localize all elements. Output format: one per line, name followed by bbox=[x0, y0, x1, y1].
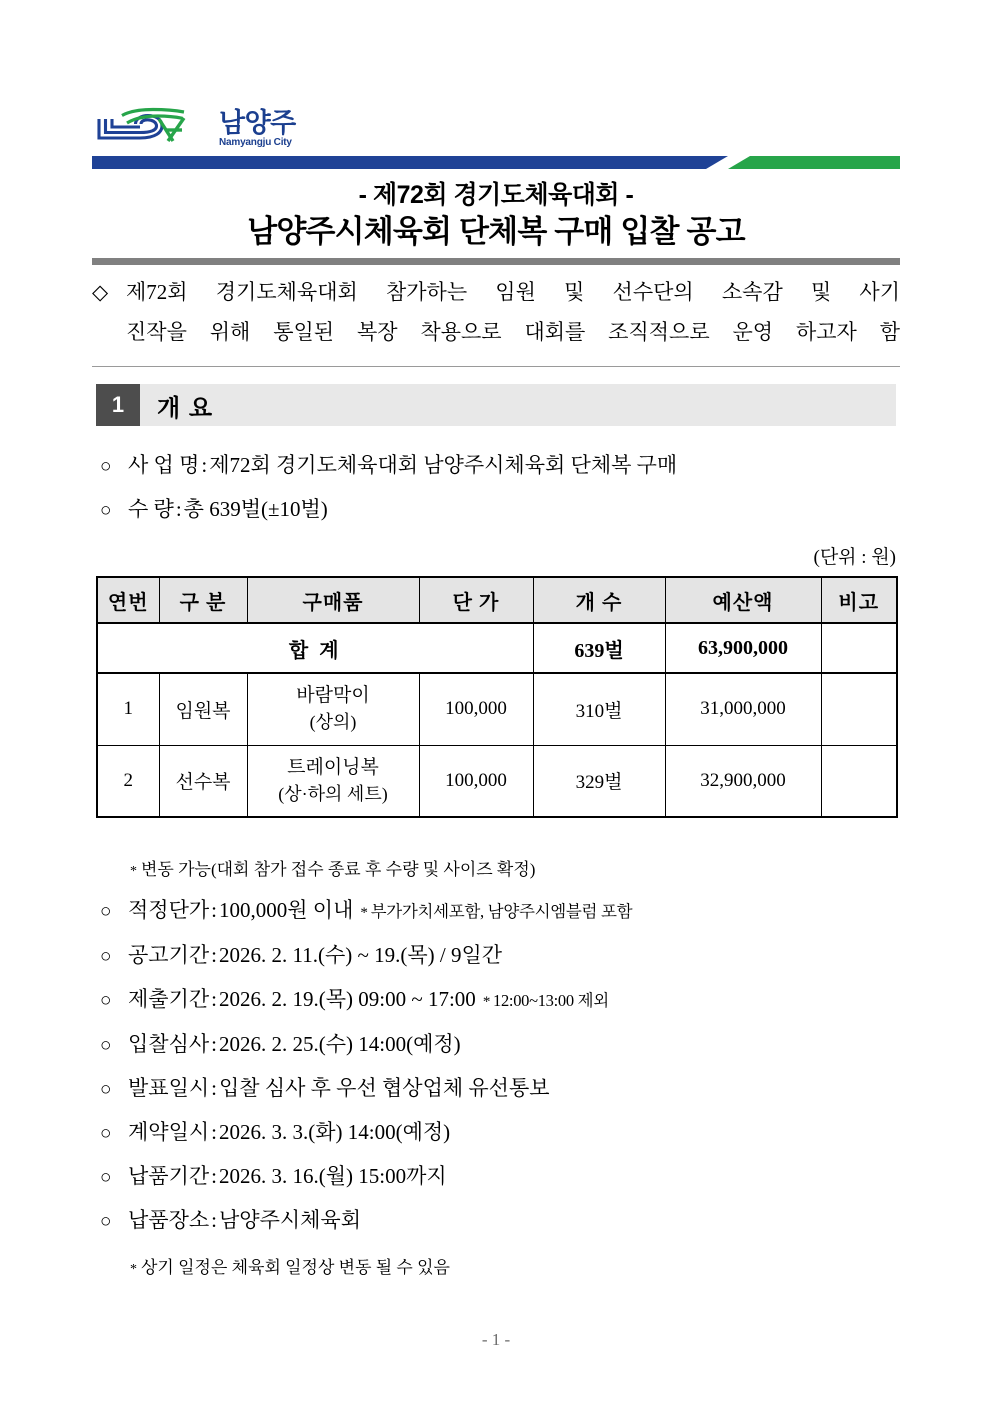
table-footnote bbox=[100, 853, 920, 889]
intro-line-2: 진작을 위해 통일된 복장 착용으로 대회를 조직적으로 운영 하고자 함 bbox=[126, 320, 900, 344]
list-item-separator: : bbox=[211, 1032, 217, 1056]
list-item-value: 100,000원 이내 bbox=[219, 898, 354, 922]
intro-block bbox=[92, 272, 900, 367]
table-row bbox=[97, 745, 897, 817]
table-header-cell: 연번 bbox=[97, 577, 159, 623]
section-header-overview bbox=[96, 384, 896, 426]
list-item-label: 납품장소 bbox=[128, 1208, 210, 1232]
budget-table bbox=[96, 576, 898, 818]
section-number-badge: 1 bbox=[96, 384, 140, 426]
page-number: - 1 - bbox=[481, 1330, 511, 1349]
list-item-value: 2026. 3. 16.(월) 15:00까지 bbox=[219, 1164, 447, 1188]
section-title-label: 개 요 bbox=[140, 384, 896, 426]
total-label-cell: 합 계 bbox=[97, 623, 533, 673]
list-item-value: 2026. 2. 25.(수) 14:00(예정) bbox=[219, 1032, 461, 1056]
list-item-separator: : bbox=[201, 453, 208, 477]
row-budget-cell: 32,900,000 bbox=[665, 745, 821, 817]
row-no-cell: 2 bbox=[97, 745, 159, 817]
table-header-cell: 구 분 bbox=[159, 577, 247, 623]
row-item-cell bbox=[247, 673, 419, 745]
list-item-value: 2026. 2. 11.(수) ~ 19.(목) / 9일간 bbox=[219, 943, 503, 967]
namyangju-city-logo bbox=[96, 103, 296, 151]
logo-name-kr: 남양주 bbox=[219, 108, 296, 138]
list-item bbox=[100, 978, 920, 1023]
list-item-value: 총 639벌(±10벌) bbox=[183, 497, 328, 521]
circle-bullet-icon: ○ bbox=[100, 1079, 112, 1100]
page-title bbox=[92, 169, 900, 256]
list-item bbox=[100, 1023, 920, 1067]
banner-bar-green bbox=[728, 156, 900, 169]
circle-bullet-icon: ○ bbox=[100, 946, 112, 967]
asterisk-icon: * bbox=[360, 905, 368, 921]
row-unit-price-cell: 100,000 bbox=[419, 673, 533, 745]
total-count-cell: 639벌 bbox=[533, 623, 665, 673]
list-item-label: 계약일시 bbox=[128, 1120, 210, 1144]
circle-bullet-icon: ○ bbox=[100, 1211, 112, 1232]
list-item bbox=[100, 1155, 920, 1199]
row-unit-price-cell: 100,000 bbox=[419, 745, 533, 817]
list-item-value: 2026. 2. 19.(목) 09:00 ~ 17:00 bbox=[219, 987, 476, 1011]
row-remark-cell bbox=[821, 745, 897, 817]
banner-color-bars bbox=[92, 156, 900, 169]
row-item-sub: (상·하의 세트) bbox=[278, 783, 388, 804]
logo-name-en: Namyangju City bbox=[219, 137, 292, 148]
circle-bullet-icon: ○ bbox=[100, 990, 112, 1011]
table-header-cell: 개 수 bbox=[533, 577, 665, 623]
table-header-cell: 단 가 bbox=[419, 577, 533, 623]
table-header-cell: 예산액 bbox=[665, 577, 821, 623]
circle-bullet-icon: ○ bbox=[100, 1123, 112, 1144]
budget-table-wrapper bbox=[96, 576, 896, 818]
circle-bullet-icon: ○ bbox=[100, 1167, 112, 1188]
list-item bbox=[100, 488, 920, 532]
details-list bbox=[100, 853, 920, 1287]
asterisk-icon: * bbox=[130, 864, 137, 879]
asterisk-icon: * bbox=[482, 994, 491, 1010]
total-remark-cell bbox=[821, 623, 897, 673]
list-item bbox=[100, 1067, 920, 1111]
title-banner bbox=[92, 156, 900, 265]
row-item-sub: (상의) bbox=[309, 712, 357, 733]
schedule-footnote bbox=[100, 1251, 920, 1287]
asterisk-icon: * bbox=[130, 1262, 137, 1277]
list-item-value: 남양주시체육회 bbox=[219, 1208, 362, 1232]
logo-wordmark bbox=[219, 109, 296, 151]
list-item-label: 사 업 명 bbox=[128, 453, 200, 477]
row-count-cell: 310벌 bbox=[533, 673, 665, 745]
circle-bullet-icon: ○ bbox=[100, 1035, 112, 1056]
page-title-line2: 남양주시체육회 단체복 구매 입찰 공고 bbox=[247, 214, 745, 249]
list-item bbox=[100, 444, 920, 488]
total-budget-cell: 63,900,000 bbox=[665, 623, 821, 673]
banner-bar-blue bbox=[92, 156, 728, 169]
list-item-separator: : bbox=[211, 1076, 217, 1100]
list-item-label: 제출기간 bbox=[128, 987, 210, 1011]
list-item-separator: : bbox=[211, 898, 217, 922]
circle-bullet-icon: ○ bbox=[100, 456, 112, 477]
row-budget-cell: 31,000,000 bbox=[665, 673, 821, 745]
list-item-label: 수 량 bbox=[128, 497, 174, 521]
list-item-label: 공고기간 bbox=[128, 943, 210, 967]
list-item-value: 입찰 심사 후 우선 협상업체 유선통보 bbox=[219, 1076, 550, 1100]
row-category-cell: 선수복 bbox=[159, 745, 247, 817]
schedule-footnote-text: 상기 일정은 체육회 일정상 변동 될 수 있음 bbox=[141, 1258, 450, 1277]
table-header-cell: 비고 bbox=[821, 577, 897, 623]
table-total-row bbox=[97, 623, 897, 673]
list-item-note: 부가가치세포함, 남양주시엠블럼 포함 bbox=[370, 902, 633, 921]
row-item-name: 바람막이 bbox=[296, 685, 370, 707]
logo-mark-icon bbox=[96, 105, 214, 151]
list-item-separator: : bbox=[211, 1120, 217, 1144]
table-row bbox=[97, 673, 897, 745]
list-item-note: 12:00~13:00 제외 bbox=[493, 991, 609, 1010]
list-item-label: 발표일시 bbox=[128, 1076, 210, 1100]
row-count-cell: 329벌 bbox=[533, 745, 665, 817]
list-item bbox=[100, 1111, 920, 1155]
list-item-separator: : bbox=[211, 1164, 217, 1188]
table-header-cell: 구매품 bbox=[247, 577, 419, 623]
diamond-bullet-icon: ◇ bbox=[92, 280, 109, 304]
table-header-row bbox=[97, 577, 897, 623]
banner-bottom-rule bbox=[92, 258, 900, 265]
list-item-separator: : bbox=[211, 1208, 217, 1232]
list-item bbox=[100, 934, 920, 978]
circle-bullet-icon: ○ bbox=[100, 500, 112, 521]
list-item-separator: : bbox=[211, 987, 217, 1011]
table-unit-label: (단위 : 원) bbox=[813, 547, 896, 568]
list-item-label: 입찰심사 bbox=[128, 1032, 210, 1056]
list-item-label: 적정단가 bbox=[128, 898, 210, 922]
list-item-value: 2026. 3. 3.(화) 14:00(예정) bbox=[219, 1120, 451, 1144]
list-item-separator: : bbox=[211, 943, 217, 967]
intro-text bbox=[126, 272, 900, 352]
row-remark-cell bbox=[821, 673, 897, 745]
list-item bbox=[100, 889, 920, 934]
page-title-line1: - 제72회 경기도체육대회 - bbox=[358, 181, 634, 209]
row-no-cell: 1 bbox=[97, 673, 159, 745]
row-item-name: 트레이닝복 bbox=[287, 756, 379, 778]
list-item-separator: : bbox=[175, 497, 182, 521]
overview-list bbox=[100, 444, 920, 532]
row-category-cell: 임원복 bbox=[159, 673, 247, 745]
table-footnote-text: 변동 가능(대회 참가 접수 종료 후 수량 및 사이즈 확정) bbox=[141, 860, 536, 879]
list-item-value: 제72회 경기도체육대회 남양주시체육회 단체복 구매 bbox=[209, 453, 678, 477]
circle-bullet-icon: ○ bbox=[100, 901, 112, 922]
row-item-cell bbox=[247, 745, 419, 817]
list-item-label: 납품기간 bbox=[128, 1164, 210, 1188]
intro-line-1: 제72회 경기도체육대회 참가하는 임원 및 선수단의 소속감 및 사기 bbox=[126, 280, 900, 304]
list-item bbox=[100, 1199, 920, 1243]
